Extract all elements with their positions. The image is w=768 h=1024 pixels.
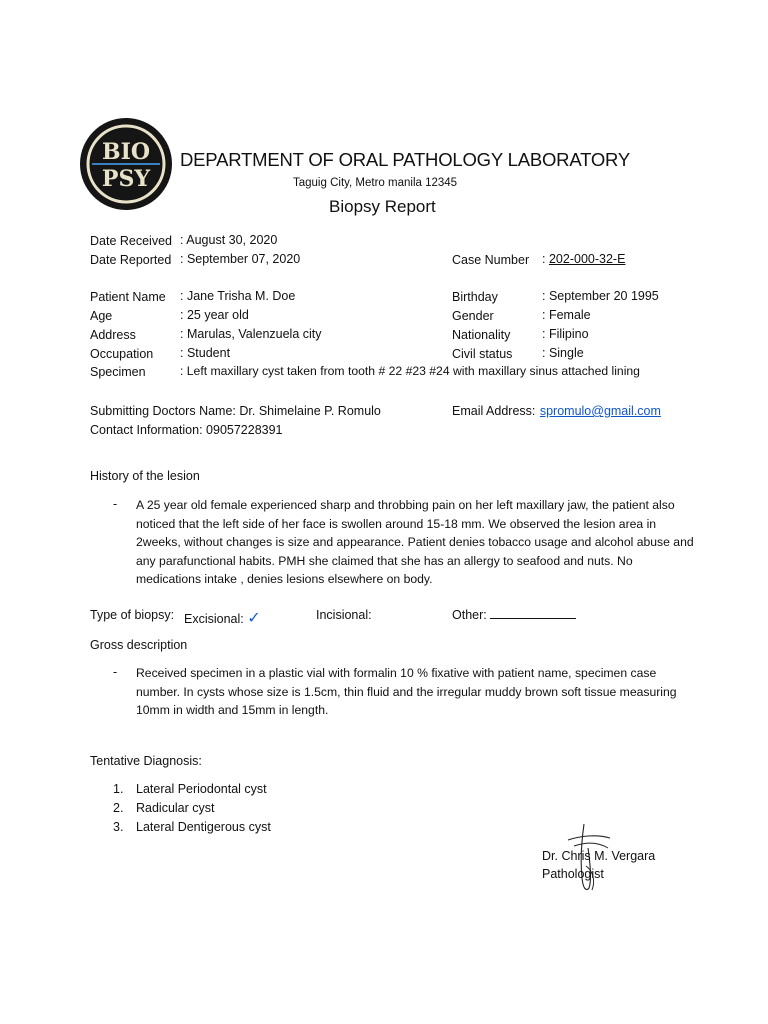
logo-text-bottom: PSY <box>101 166 151 192</box>
gender-value: : Female <box>542 308 591 322</box>
pathologist-name: Dr. Chris M. Vergara <box>542 849 656 863</box>
date-reported-value: : September 07, 2020 <box>180 252 301 266</box>
excisional-option <box>184 608 261 628</box>
case-number-label: Case Number <box>452 253 530 267</box>
contact-information <box>90 421 283 439</box>
email-label: Email Address <box>452 404 532 418</box>
date-received-label: Date Received <box>90 234 172 248</box>
nationality-label: Nationality <box>452 328 511 342</box>
logo-text-top: BIO <box>101 139 151 165</box>
age-label: Age <box>90 309 113 323</box>
birthday-value: : September 20 1995 <box>542 289 659 303</box>
civil-status-value: : Single <box>542 346 584 360</box>
diagnosis-item: Lateral Dentigerous cyst <box>136 820 271 834</box>
diagnosis-num: 1. <box>113 782 124 796</box>
other-label: Other: <box>452 608 487 622</box>
biopsy-type-label: Type of biopsy: <box>90 608 175 622</box>
civil-status-label: Civil status <box>452 347 513 361</box>
gross-text: Received specimen in a plastic vial with formalin 10 % fixative with patient name, specimen case number. In cysts whose size is 1.5cm, thin fluid and the irregular muddy brown soft tissue measuring 10mm in width and 15mm in length. <box>136 666 677 717</box>
address-value: : Marulas, Valenzuela city <box>180 327 322 341</box>
biopsy-logo <box>78 116 174 212</box>
email-address <box>452 402 661 420</box>
birthday-label: Birthday <box>452 290 498 304</box>
submitting-doctor-value: : Dr. Shimelaine P. Romulo <box>232 404 381 418</box>
address-label: Address <box>90 328 136 342</box>
gross-heading: Gross description <box>90 638 188 652</box>
diagnosis-heading: Tentative Diagnosis: <box>90 754 202 768</box>
specimen-label: Specimen <box>90 365 146 379</box>
submitting-doctor <box>90 402 381 420</box>
diagnosis-item: Radicular cyst <box>136 801 215 815</box>
submitting-doctor-label: Submitting Doctors Name <box>90 404 233 418</box>
nationality-value: : Filipino <box>542 327 589 341</box>
history-heading: History of the lesion <box>90 469 200 483</box>
lab-address: Taguig City, Metro manila 12345 <box>293 177 458 189</box>
patient-name-value: : Jane Trisha M. Doe <box>180 289 296 303</box>
history-bullet: - <box>113 497 118 511</box>
age-value: : 25 year old <box>180 308 249 322</box>
contact-value: : 09057228391 <box>199 423 283 437</box>
email-link[interactable]: spromulo@gmail.com <box>539 404 661 418</box>
report-title: Biopsy Report <box>329 197 436 216</box>
date-reported-label: Date Reported <box>90 253 172 267</box>
check-icon: ✓ <box>247 610 261 627</box>
gross-bullet: - <box>113 665 118 679</box>
department-title: DEPARTMENT OF ORAL PATHOLOGY LABORATORY <box>180 149 631 170</box>
email-colon: : <box>531 404 536 418</box>
pathologist-title: Pathologist <box>542 867 604 881</box>
diagnosis-item: Lateral Periodontal cyst <box>136 782 267 796</box>
specimen-value: : Left maxillary cyst taken from tooth # 22 #23 #24 with maxillary sinus attached lining <box>180 364 640 378</box>
excisional-label: Excisional: <box>184 612 244 626</box>
diagnosis-num: 3. <box>113 820 124 834</box>
case-number-value: 202-000-32-E <box>548 252 626 266</box>
gender-label: Gender <box>452 309 494 323</box>
date-received-value: : August 30, 2020 <box>180 233 278 247</box>
patient-name-label: Patient Name <box>90 290 166 304</box>
contact-label: Contact Information <box>90 423 200 437</box>
case-number-colon: : <box>542 252 546 266</box>
incisional-label: Incisional: <box>316 608 372 622</box>
other-option <box>452 608 576 622</box>
case-number-field <box>542 252 625 266</box>
occupation-value: : Student <box>180 346 231 360</box>
diagnosis-num: 2. <box>113 801 124 815</box>
other-blank-line <box>490 608 576 619</box>
history-text: A 25 year old female experienced sharp and throbbing pain on her left maxillary jaw, the patient also noticed that the left side of her face is swollen around 15-18 mm. We observed the lesion area in 2weeks, without changes is size and appearance. Patient denies tobacco usage and alcohol abuse and any parafunctional habits. PMH she claimed that she has an allergy to seafood and nuts. No medications intake , denies lesions elsewhere on body. <box>136 498 694 586</box>
occupation-label: Occupation <box>90 347 154 361</box>
